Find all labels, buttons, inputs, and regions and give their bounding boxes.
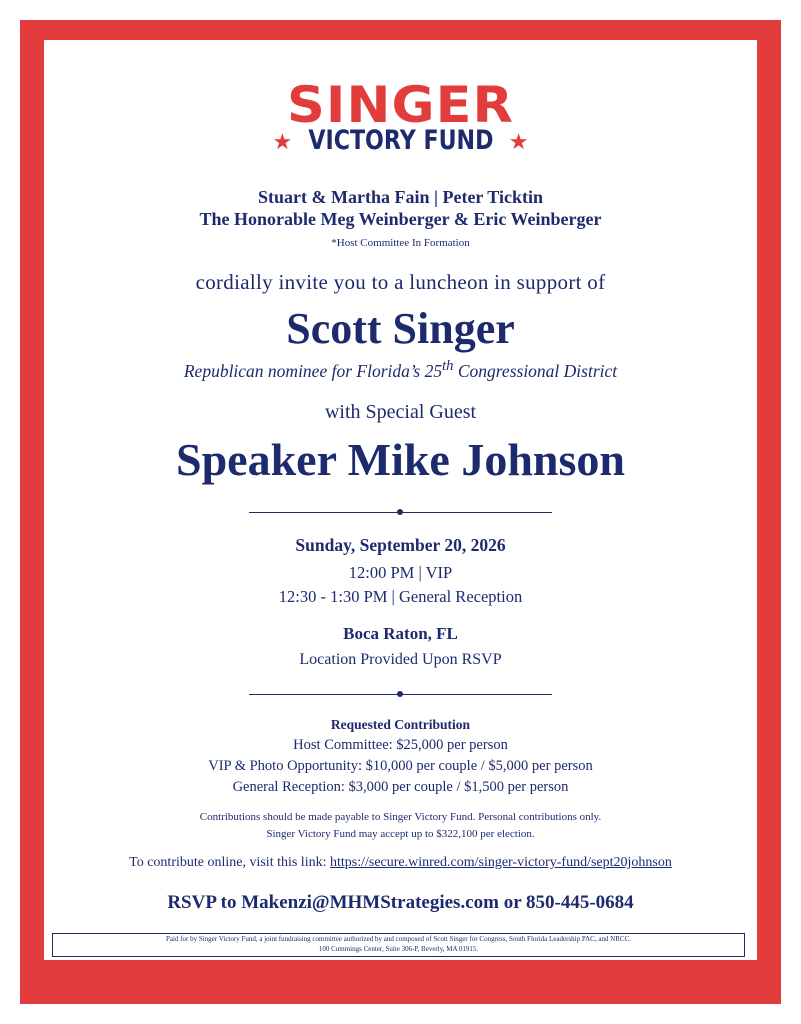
location-note: Location Provided Upon RSVP: [299, 651, 502, 668]
host-committee-note: *Host Committee In Formation: [331, 237, 470, 249]
candidate-name: Scott Singer: [286, 304, 515, 353]
ordinal-suffix: th: [442, 358, 454, 374]
event-city: Boca Raton, FL: [343, 624, 458, 643]
candidate-title: [44, 358, 757, 382]
host-line-1: Stuart & Martha Fain | Peter Ticktin: [258, 187, 543, 207]
divider-dot: [397, 509, 403, 515]
invitation-card: [44, 40, 757, 960]
ornament-divider: [249, 512, 552, 513]
disclaimer-line-1: Paid for by Singer Victory Fund, a joint fundraising committee authorized by and composed of Scott Singer for Congress, South Florida Leadership PAC, and NRCC.: [165, 935, 632, 943]
contribution-limit-note: Singer Victory Fund may accept up to $322,100 per election.: [266, 828, 535, 840]
candidate-title-text: Republican nominee for Florida’s 25: [183, 360, 443, 381]
star-icon: ★: [272, 130, 293, 155]
ornament-divider: [249, 694, 552, 695]
rsvp-line: RSVP to Makenzi@MHMStrategies.com or 850-445-0684: [167, 892, 634, 913]
online-contribution-line: [44, 855, 757, 871]
winred-link[interactable]: https://secure.winred.com/singer-victory-fund/sept20johnson: [329, 855, 672, 870]
contribution-tier: General Reception: $3,000 per couple / $1,500 per person: [232, 779, 569, 795]
divider-dot: [397, 691, 403, 697]
logo-subtitle-text: VICTORY FUND: [307, 125, 494, 156]
candidate-title-end: Congressional District: [453, 360, 618, 381]
logo-wordmark: SINGER: [287, 76, 514, 134]
guest-intro: with Special Guest: [324, 401, 477, 423]
guest-name: Speaker Mike Johnson: [175, 434, 626, 485]
contribution-heading: Requested Contribution: [330, 717, 471, 732]
contribution-tier: VIP & Photo Opportunity: $10,000 per couple / $5,000 per person: [208, 758, 593, 774]
invitation-intro: cordially invite you to a luncheon in support of: [195, 270, 606, 294]
vip-time: 12:00 PM | VIP: [348, 563, 453, 582]
star-icon: ★: [508, 130, 529, 155]
contribution-tier: Host Committee: $25,000 per person: [293, 737, 508, 753]
event-date: Sunday, September 20, 2026: [295, 535, 506, 555]
disclaimer-line-2: 100 Cummings Center, Suite 306-P, Beverly, MA 01915.: [318, 945, 479, 953]
host-line-2: The Honorable Meg Weinberger & Eric Weinberger: [199, 209, 602, 229]
general-reception-time: 12:30 - 1:30 PM | General Reception: [278, 587, 523, 606]
logo-subtitle: [44, 125, 757, 159]
contribution-fine-print: Contributions should be made payable to Singer Victory Fund. Personal contributions only.: [199, 811, 602, 823]
paid-for-disclaimer: [52, 933, 745, 957]
online-prefix: To contribute online, visit this link:: [129, 855, 330, 870]
